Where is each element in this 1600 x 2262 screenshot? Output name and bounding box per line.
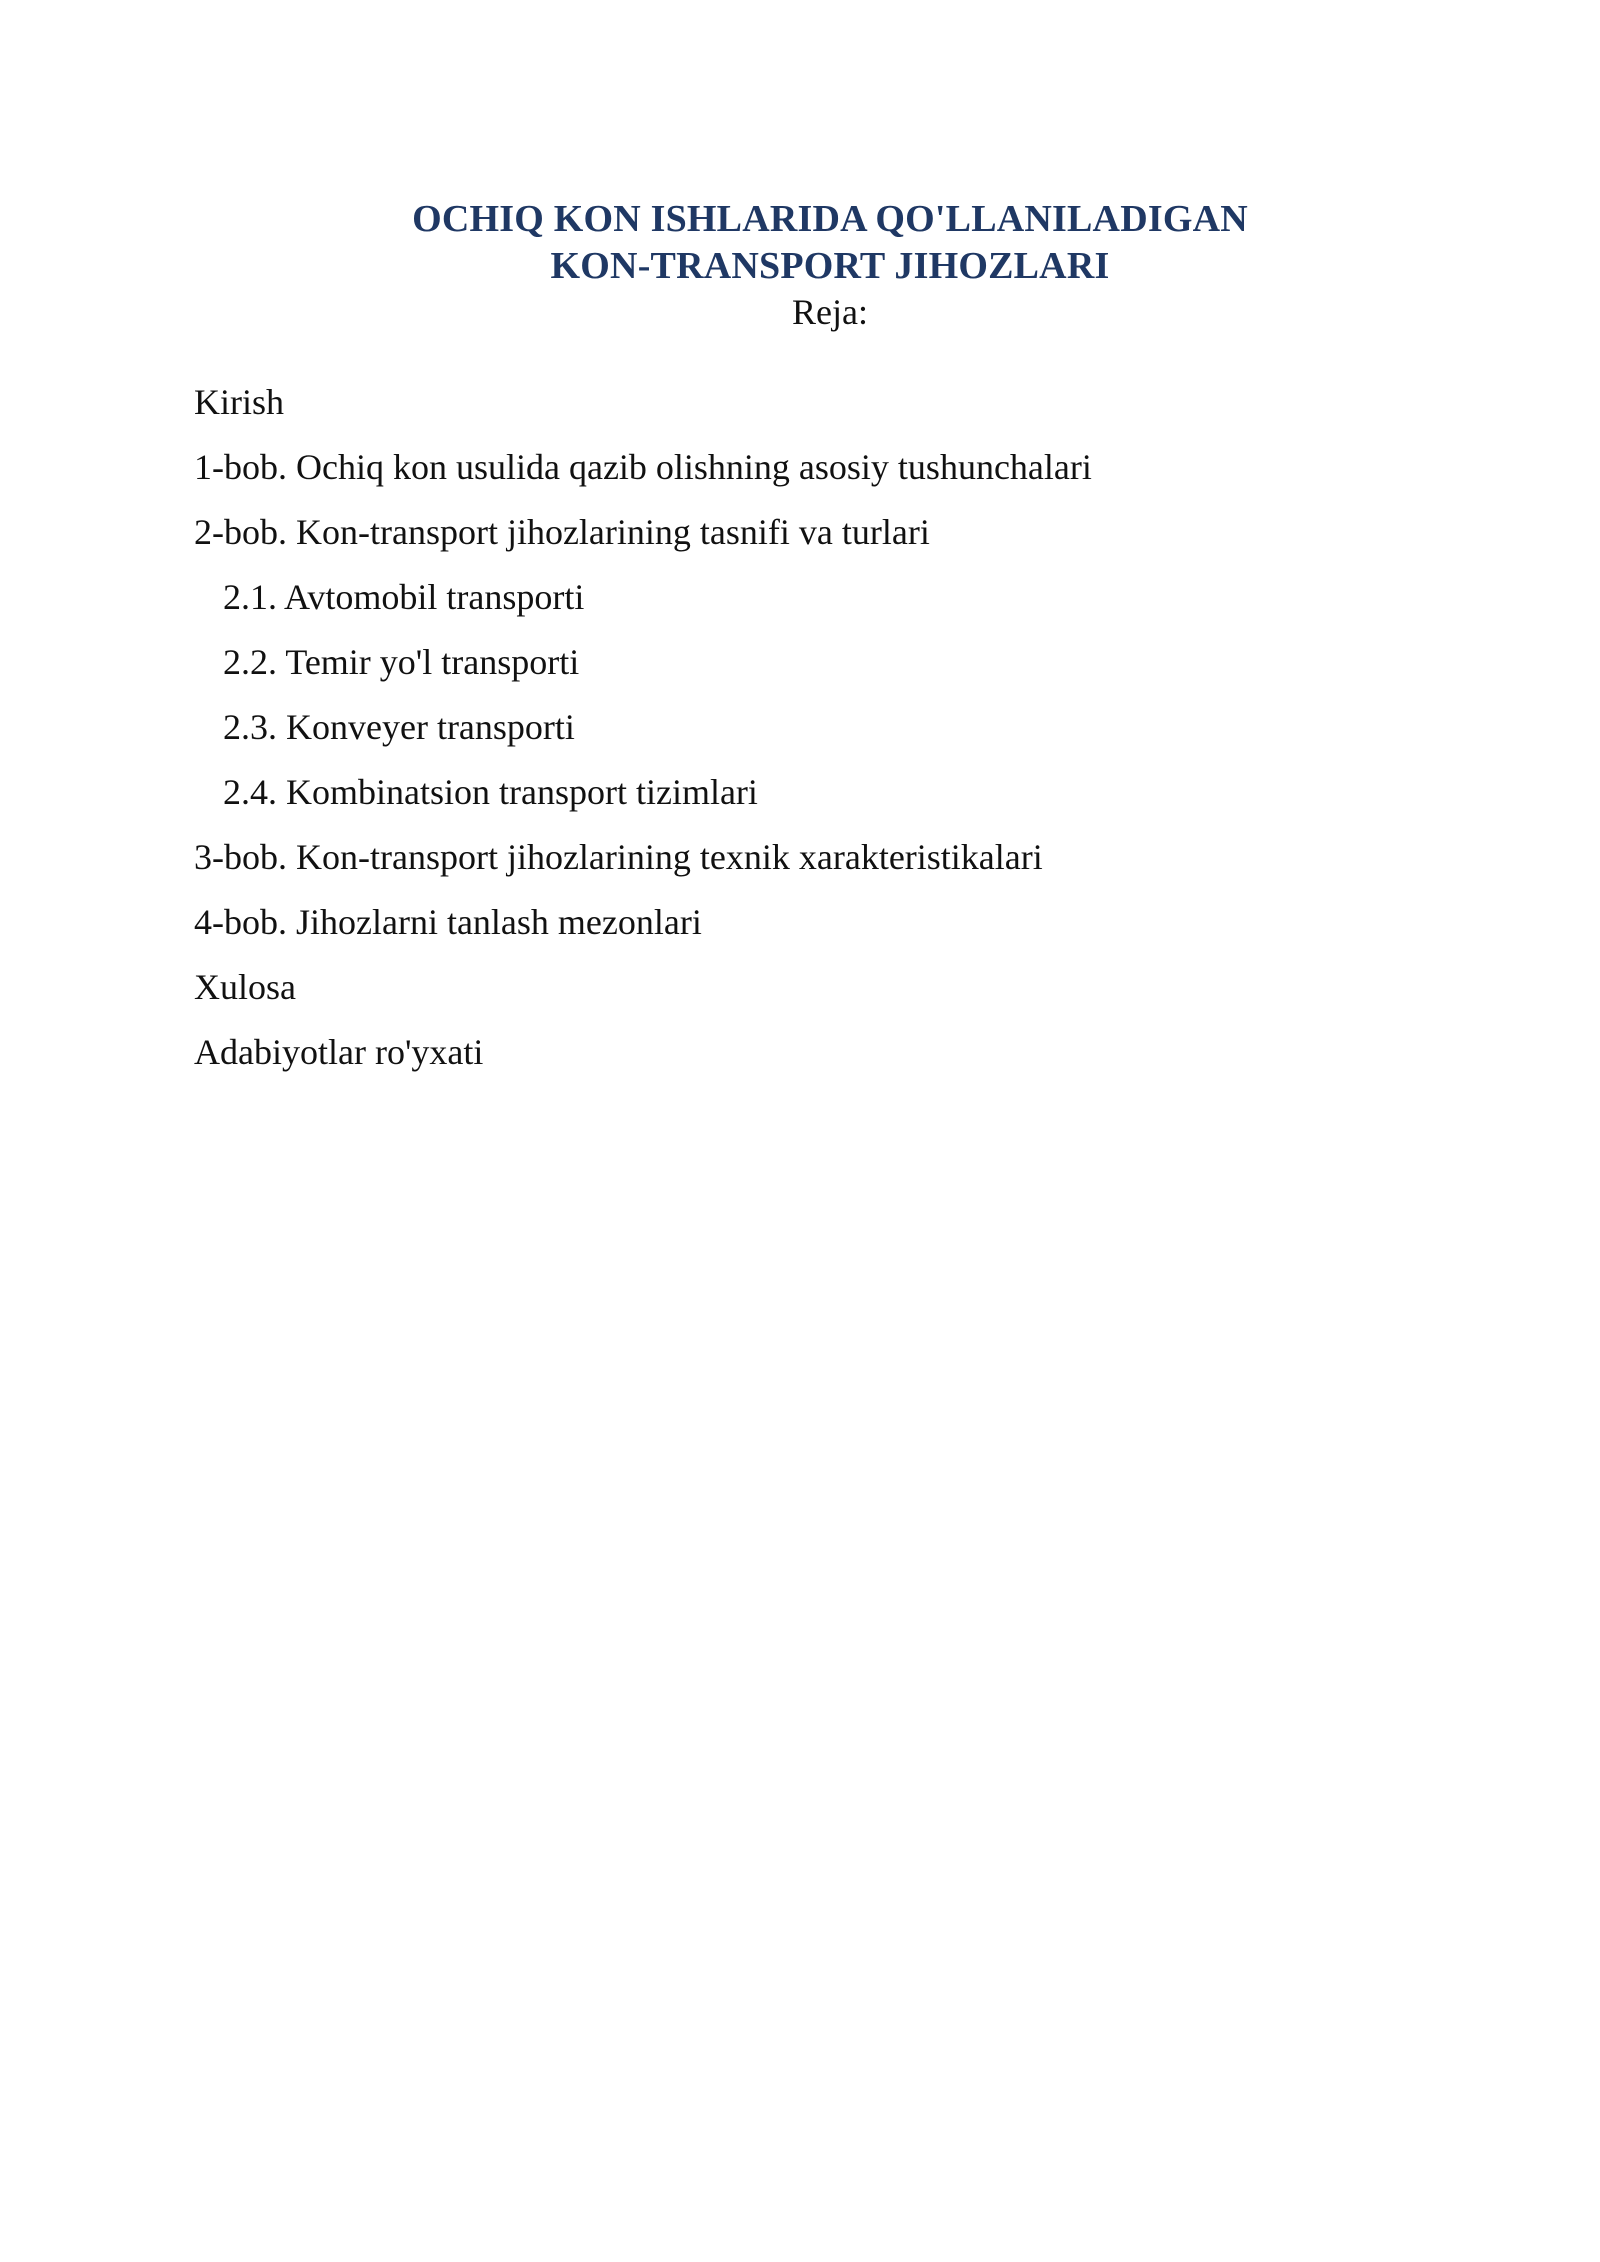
toc-item-conclusion: Xulosa: [194, 967, 296, 1007]
toc-item-section-2-4: 2.4. Kombinatsion transport tizimlari: [223, 772, 758, 812]
toc-item-chapter-3: 3-bob. Kon-transport jihozlarining texnik xarakteristikalari: [194, 837, 1043, 877]
toc-item-section-2-2: 2.2. Temir yo'l transporti: [223, 642, 580, 682]
toc-item-chapter-4: 4-bob. Jihozlarni tanlash mezonlari: [194, 902, 702, 942]
document-title-line-2: KON-TRANSPORT JIHOZLARI: [550, 245, 1110, 287]
plan-heading: Reja:: [792, 292, 868, 332]
toc-item-section-2-1: 2.1. Avtomobil transporti: [223, 577, 585, 617]
toc-item-chapter-2: 2-bob. Kon-transport jihozlarining tasnifi va turlari: [194, 512, 930, 552]
toc-item-section-2-3: 2.3. Konveyer transporti: [223, 707, 575, 747]
toc-item-introduction: Kirish: [194, 382, 284, 422]
document-title-line-1: OCHIQ KON ISHLARIDA QO'LLANILADIGAN: [412, 198, 1248, 240]
title-block: [0, 196, 1600, 334]
toc-item-chapter-1: 1-bob. Ochiq kon usulida qazib olishning asosiy tushunchalari: [194, 447, 1092, 487]
table-of-contents: [194, 370, 1444, 1085]
toc-item-references: Adabiyotlar ro'yxati: [194, 1032, 484, 1072]
